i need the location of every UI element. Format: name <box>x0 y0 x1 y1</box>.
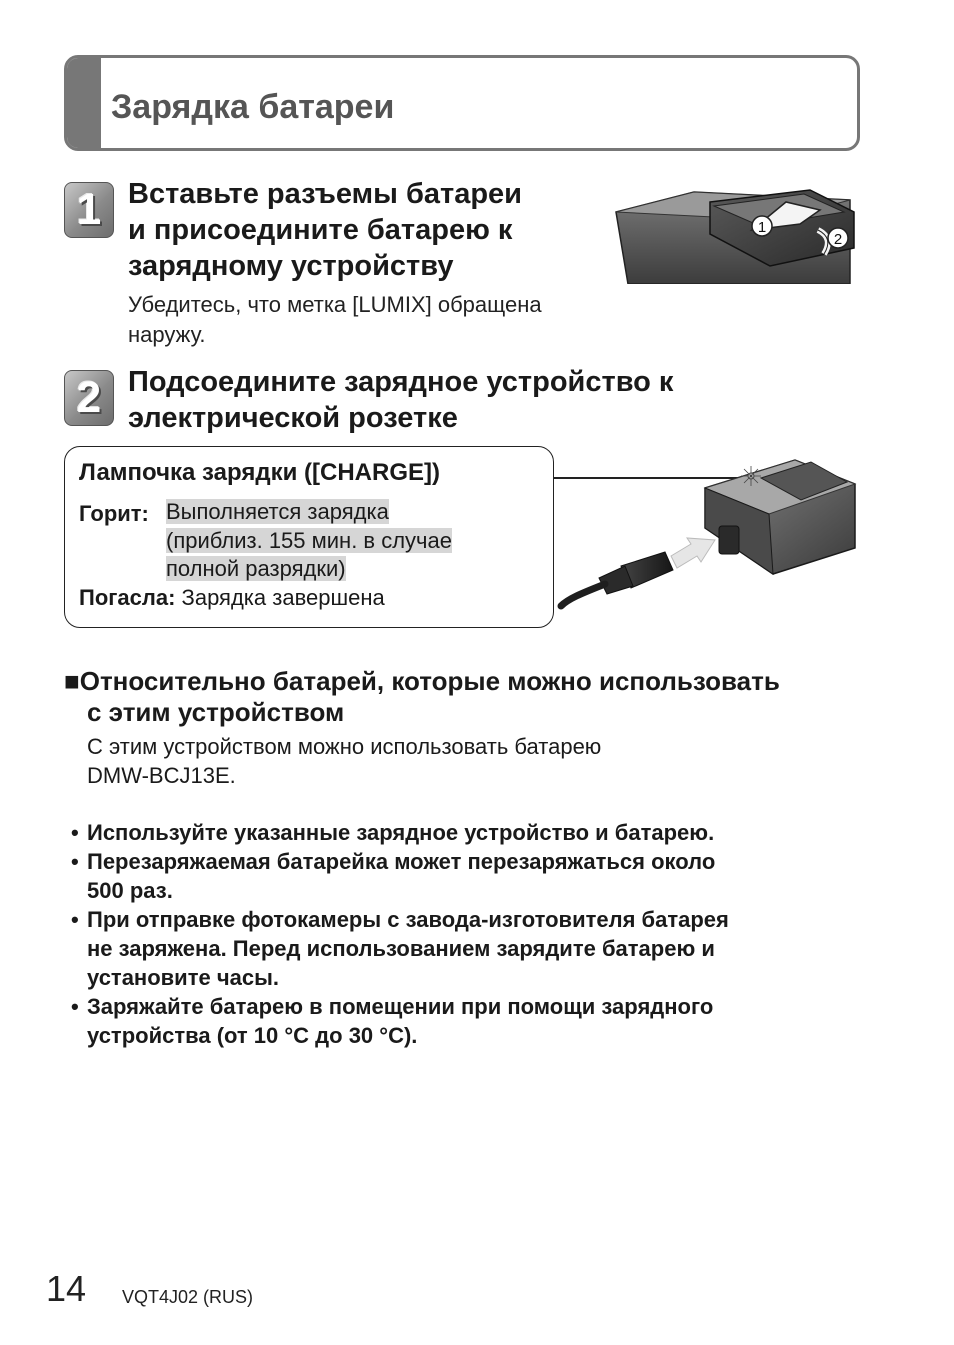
step-2-title <box>128 364 768 436</box>
battery-section-title <box>64 666 884 728</box>
list-item <box>71 905 887 992</box>
battery-section-body-line: DMW-BCJ13E. <box>87 763 236 788</box>
page-number: 14 <box>46 1268 87 1309</box>
lamp-on-line: полной разрядки) <box>166 556 346 581</box>
section-title-box <box>64 55 860 151</box>
note-line: устройства (от 10 °C до 30 °C). <box>87 1023 418 1048</box>
step-1-title-line: Вставьте разъемы батареи <box>128 178 522 210</box>
charger-plug-illustration <box>555 448 860 613</box>
note-line: Перезаряжаемая батарейка может перезаряжаться около <box>87 849 716 874</box>
step-1-note <box>128 290 542 350</box>
charge-lamp-icon <box>741 466 761 486</box>
ac-socket <box>719 526 739 554</box>
list-item <box>71 818 887 847</box>
note-line: Используйте указанные зарядное устройство и батарею. <box>87 820 715 845</box>
lamp-on-line: Выполняется зарядка <box>166 499 389 524</box>
note-line: При отправке фотокамеры с завода-изготовителя батарея <box>87 907 729 932</box>
callout-1: 1 <box>757 219 767 236</box>
bullet-icon: • <box>71 994 79 1019</box>
lamp-on-label: Горит: <box>79 501 149 526</box>
list-item <box>71 847 887 905</box>
square-bullet-icon: ■ <box>64 666 80 696</box>
step-1-title <box>128 176 598 284</box>
step-1-title-line: зарядному устройству <box>128 250 454 282</box>
bullet-icon: • <box>71 849 79 874</box>
step-1-badge: 1 <box>64 182 114 238</box>
list-item <box>71 992 887 1050</box>
note-line: не заряжена. Перед использованием зарядите батарею и <box>87 936 715 961</box>
charge-lamp-box <box>64 446 554 628</box>
lamp-on-line: (приблиз. 155 мин. в случае <box>166 527 452 553</box>
note-line: установите часы. <box>87 965 279 990</box>
lamp-off-row <box>79 584 385 613</box>
bullet-icon: • <box>71 820 79 845</box>
battery-section-title-line: Относительно батарей, которые можно использовать <box>79 666 780 696</box>
lamp-off-label: Погасла: <box>79 585 176 610</box>
step-1-note-line: наружу. <box>128 322 206 347</box>
callout-2: 2 <box>833 231 843 248</box>
battery-section-body-line: С этим устройством можно использовать батарею <box>87 734 602 759</box>
step-2-title-line: электрической розетке <box>128 402 458 434</box>
lamp-on-description <box>166 498 452 584</box>
step-2-badge: 2 <box>64 370 114 426</box>
charge-lamp-title: Лампочка зарядки ([CHARGE]) <box>79 459 441 486</box>
battery-section-body <box>87 732 601 790</box>
bullet-icon: • <box>71 907 79 932</box>
note-line: Заряжайте батарею в помещении при помощи зарядного <box>87 994 714 1019</box>
power-cord <box>561 584 605 606</box>
battery-section-title-line: с этим устройством <box>87 697 345 727</box>
step-1-title-line: и присоедините батарею к <box>128 214 513 246</box>
lamp-off-text: Зарядка завершена <box>181 585 385 610</box>
notes-list <box>71 818 887 1050</box>
page-title: Зарядка батареи <box>111 88 395 126</box>
battery-insert-illustration <box>614 180 860 284</box>
document-code: VQT4J02 (RUS) <box>122 1287 254 1307</box>
step-2-title-line: Подсоедините зарядное устройство к <box>128 366 674 398</box>
insert-arrow-icon <box>671 538 715 568</box>
title-tab <box>67 58 101 148</box>
note-line: 500 раз. <box>87 878 173 903</box>
step-1-note-line: Убедитесь, что метка [LUMIX] обращена <box>128 292 542 317</box>
